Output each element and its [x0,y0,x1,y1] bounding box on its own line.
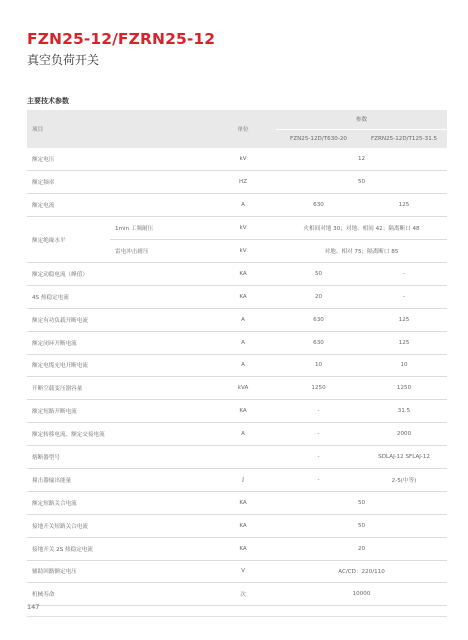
table-row [27,537,447,560]
spec-table [27,110,447,606]
table-row [27,491,447,514]
row-item: 额定电流 [27,194,210,217]
product-subtitle: 真空负荷开关 [27,53,100,67]
row-item: 开断空载变压器容量 [27,377,210,400]
row-unit: KA [210,537,276,560]
row-value-a: 630 [276,194,361,217]
row-item: 额定电压 [27,148,210,171]
row-value-b: 1250 [361,377,447,400]
row-value: 20 [276,537,447,560]
row-value-a: - [276,468,361,491]
row-item: 额定电缆充电开断电流 [27,354,210,377]
row-unit: J [210,468,276,491]
page-number: 147 [27,603,40,611]
row-value-a: 10 [276,354,361,377]
row-unit: KA [210,400,276,423]
table-row [27,148,447,171]
row-value-a: - [276,446,361,469]
table-row [27,400,447,423]
table-row [27,560,447,583]
row-unit: KA [210,285,276,308]
row-unit: V [210,560,276,583]
row-unit: KA [210,491,276,514]
row-value-b: - [361,285,447,308]
footer-divider [27,616,447,617]
row-value: 火相间对地 30；对地、相间 42；隔离断口 48 [276,217,447,240]
section-heading: 主要技术参数 [27,97,69,105]
row-value: 50 [276,491,447,514]
row-value-b: 31.5 [361,400,447,423]
row-value-a: 1250 [276,377,361,400]
table-header-row [27,110,447,129]
row-value: 12 [276,148,447,171]
table-row [27,285,447,308]
product-title: FZN25-12/FZRN25-12 [27,30,216,48]
row-value-b: 125 [361,331,447,354]
row-value-b: SDLAJ-12 SFLAJ-12 [361,446,447,469]
row-unit [210,446,276,469]
row-item: 额定动稳电流（峰值） [27,262,210,285]
row-value-a: 50 [276,262,361,285]
row-value: 对地、相对 75；隔离断口 85 [276,240,447,263]
row-item: 额定频率 [27,171,210,194]
table-row [27,583,447,606]
header-params: 参数 [276,110,447,129]
row-item: 4S 热稳定电流 [27,285,210,308]
table-row [27,423,447,446]
table-row [27,262,447,285]
row-unit: KA [210,262,276,285]
row-unit: kV [210,217,276,240]
row-item: 机械寿命 [27,583,210,606]
table-row [27,171,447,194]
table-row [27,446,447,469]
row-unit: A [210,423,276,446]
row-value-b: 125 [361,194,447,217]
row-item: 额定有功负载开断电流 [27,308,210,331]
row-unit: A [210,331,276,354]
row-subitem: 1min 工频耐压 [110,217,210,240]
table-row [27,308,447,331]
row-value-a: 630 [276,331,361,354]
row-item: 熔断器型号 [27,446,210,469]
table-row [27,354,447,377]
row-value-b: 2-5(中等) [361,468,447,491]
row-item: 额定绝缘水平 [27,217,110,263]
row-item: 额定短路关合电流 [27,491,210,514]
row-subitem: 雷电冲击耐压 [110,240,210,263]
header-model-b: FZRN25-12D/T125-31.5 [361,129,447,148]
table-row [27,514,447,537]
table-row [27,194,447,217]
row-unit: kV [210,148,276,171]
header-item: 项目 [27,110,210,148]
row-item: 接地开关 2S 热稳定电流 [27,537,210,560]
row-value: 50 [276,514,447,537]
row-item: 额定短路开断电流 [27,400,210,423]
table-row [27,468,447,491]
table-row [27,331,447,354]
row-item: 额定闭环开断电流 [27,331,210,354]
row-value-a: - [276,423,361,446]
row-unit: kVA [210,377,276,400]
row-value: AC/CD：220/110 [276,560,447,583]
row-unit: A [210,354,276,377]
row-unit: A [210,308,276,331]
row-unit: HZ [210,171,276,194]
row-unit: A [210,194,276,217]
row-value-b: 125 [361,308,447,331]
row-value-a: 20 [276,285,361,308]
row-value-b: - [361,262,447,285]
row-value: 10000 [276,583,447,606]
row-item: 辅助回路额定电压 [27,560,210,583]
row-unit: KA [210,514,276,537]
header-model-a: FZN25-12D/T630-20 [276,129,361,148]
row-item: 撞击器输出能量 [27,468,210,491]
row-item: 接地开关短路关合电流 [27,514,210,537]
row-item: 额定转移电流、额定交接电流 [27,423,210,446]
row-value-b: 10 [361,354,447,377]
header-unit: 单位 [210,110,276,148]
table-row [27,217,447,240]
row-value-b: 2000 [361,423,447,446]
row-value: 50 [276,171,447,194]
row-value-a: 630 [276,308,361,331]
row-value-a: - [276,400,361,423]
row-unit: 次 [210,583,276,606]
row-unit: kV [210,240,276,263]
table-row [27,377,447,400]
